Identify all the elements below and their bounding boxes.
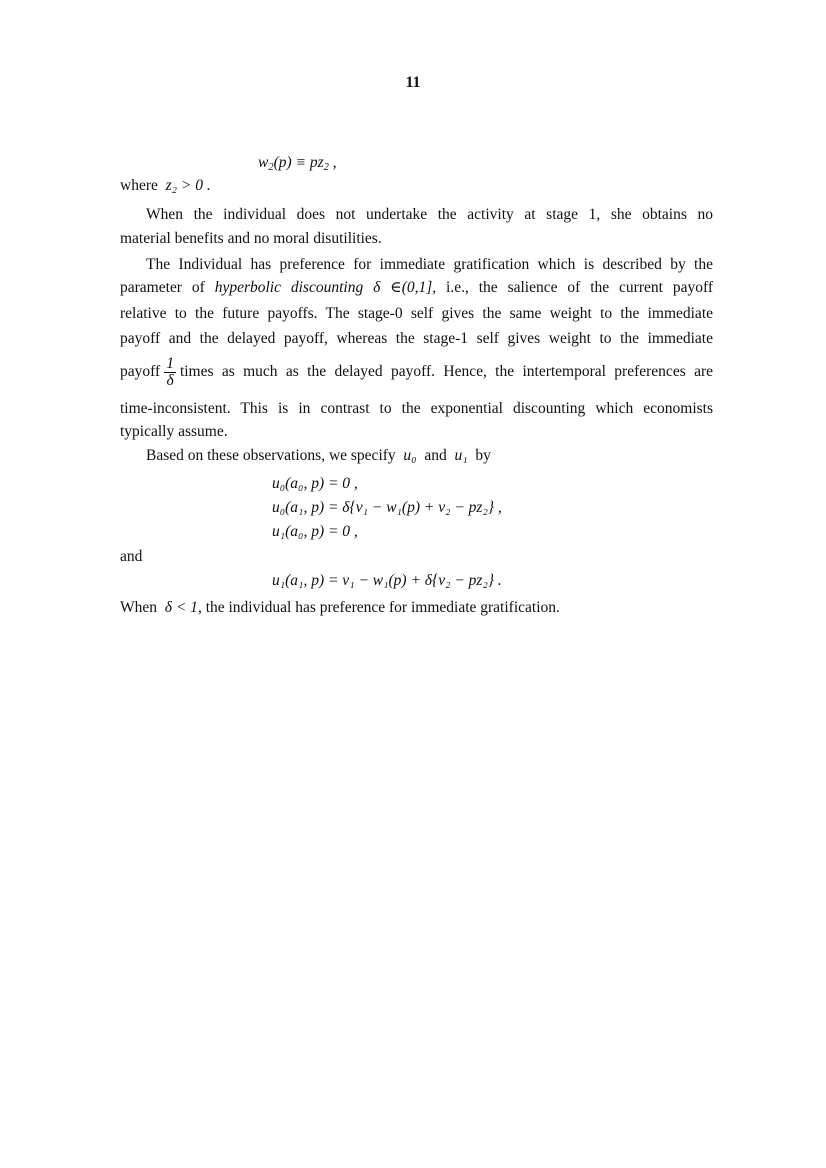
page-number: 11 xyxy=(405,74,421,91)
paragraph-3: Based on these observations, we specify u₀ and u₁ by xyxy=(146,447,491,464)
paragraph-1-line-1: When the individual does not undertake the activity at stage 1, she obtains no xyxy=(146,206,713,223)
where-line: where z₂ > 0 . xyxy=(120,177,211,194)
equation-u0-a1: u₀(a₁, p) = δ{v₁ − w₁(p) + v₂ − pz₂} , xyxy=(272,499,502,516)
paragraph-2-line-4: payoff and the delayed payoff, whereas the stage-1 self gives weight to the immediate xyxy=(120,330,713,347)
equation-u1-a0: u₁(a₀, p) = 0 , xyxy=(272,523,358,540)
equation-w2: $w_2(p) \equiv pz_2$ , xyxy=(258,154,337,173)
paragraph-2-line-6: time-inconsistent. This is in contrast to the exponential discounting which economists xyxy=(120,400,713,417)
paragraph-2-line-1: The Individual has preference for immediate gratification which is described by the xyxy=(146,256,713,273)
and-line: and xyxy=(120,548,143,565)
equation-u1-a1: u₁(a₁, p) = v₁ − w₁(p) + δ{v₂ − pz₂} . xyxy=(272,572,502,589)
paragraph-2-line-2: parameter of hyperbolic discounting δ ∈(0,1], i.e., the salience of the current payoff xyxy=(120,279,714,296)
paragraph-2-line-7: typically assume. xyxy=(120,423,228,440)
final-sentence: When δ < 1, the individual has preference for immediate gratification. xyxy=(120,599,560,616)
paragraph-2-line-5: payoff $\frac{1}{\delta}$ times as much as the delayed payoff. Hence, the intertemporal preferences are xyxy=(120,354,713,389)
paragraph-1-line-2: material benefits and no moral disutilities. xyxy=(120,230,382,247)
z2-condition: z₂ > 0 . xyxy=(165,177,211,194)
fraction-one-over-delta: $\frac{1}{\delta}$ xyxy=(166,354,174,389)
hyperbolic-discounting-term: hyperbolic discounting xyxy=(214,279,364,296)
paragraph-2-line-3: relative to the future payoffs. The stage-0 self gives the same weight to the immediate xyxy=(120,305,713,322)
equation-u0-a0: u₀(a₀, p) = 0 , xyxy=(272,475,358,492)
